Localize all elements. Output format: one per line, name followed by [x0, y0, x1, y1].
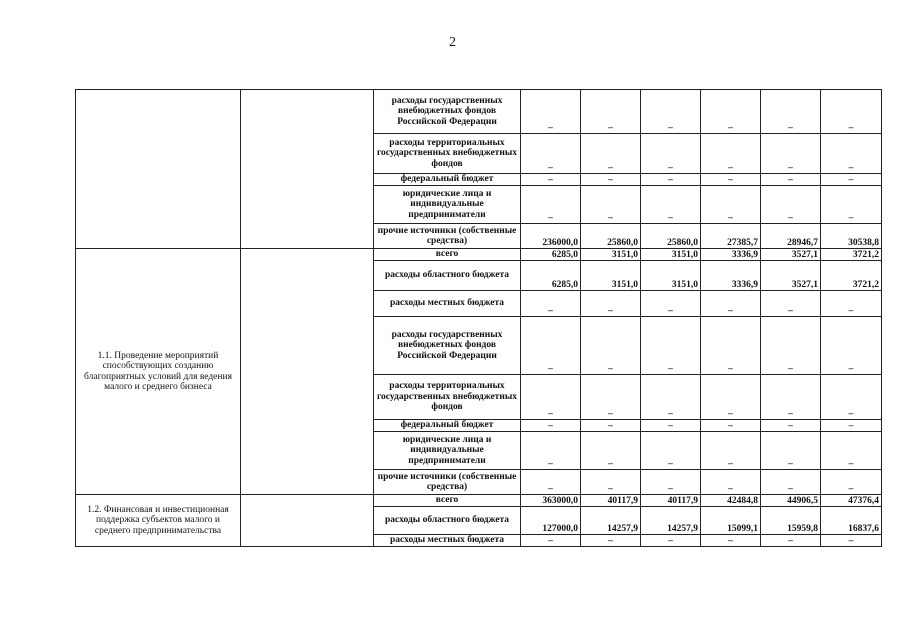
value-cell: – — [701, 90, 761, 134]
value-cell: – — [641, 174, 701, 186]
value-cell: – — [821, 134, 882, 174]
value-cell: – — [821, 174, 882, 186]
value-cell: 14257,9 — [581, 507, 641, 535]
value-cell: – — [521, 134, 581, 174]
value-cell: 3151,0 — [581, 249, 641, 261]
funding-source-cell: всего — [374, 495, 521, 507]
value-cell: – — [701, 134, 761, 174]
funding-source-cell: расходы местных бюджета — [374, 291, 521, 317]
value-cell: – — [521, 535, 581, 547]
event-name-cell — [76, 90, 241, 249]
value-cell: – — [641, 134, 701, 174]
value-cell: 3336,9 — [701, 261, 761, 291]
value-cell: – — [581, 134, 641, 174]
value-cell: – — [641, 470, 701, 495]
value-cell: 15099,1 — [701, 507, 761, 535]
funding-source-cell: расходы государственных внебюджетных фондов Российской Федерации — [374, 317, 521, 375]
funding-source-cell: всего — [374, 249, 521, 261]
value-cell: – — [761, 375, 821, 420]
value-cell: – — [521, 90, 581, 134]
value-cell: 40117,9 — [581, 495, 641, 507]
table-row — [76, 249, 882, 261]
value-cell: – — [581, 186, 641, 224]
value-cell: – — [581, 470, 641, 495]
value-cell: – — [701, 317, 761, 375]
value-cell: – — [521, 420, 581, 432]
value-cell: – — [641, 291, 701, 317]
value-cell: 3151,0 — [641, 261, 701, 291]
value-cell: 236000,0 — [521, 224, 581, 249]
funding-source-cell: расходы областного бюджета — [374, 507, 521, 535]
value-cell: – — [761, 291, 821, 317]
value-cell: – — [701, 432, 761, 470]
table-row — [76, 90, 882, 134]
value-cell: – — [761, 186, 821, 224]
value-cell: – — [581, 535, 641, 547]
value-cell: – — [581, 317, 641, 375]
value-cell: – — [761, 432, 821, 470]
value-cell: – — [521, 291, 581, 317]
value-cell: – — [821, 432, 882, 470]
value-cell: 25860,0 — [641, 224, 701, 249]
event-name-cell: 1.2. Финансовая и инвестиционная поддержка субъектов малого и среднего предпринимательства — [76, 495, 241, 547]
event-name-cell: 1.1. Проведение мероприятий способствующих созданию благоприятных условий для ведения малого и среднего бизнеса — [76, 249, 241, 495]
value-cell: – — [821, 186, 882, 224]
value-cell: – — [581, 90, 641, 134]
value-cell: 15959,8 — [761, 507, 821, 535]
value-cell: – — [821, 420, 882, 432]
funding-source-cell: расходы местных бюджета — [374, 535, 521, 547]
value-cell: 3721,2 — [821, 249, 882, 261]
value-cell: – — [521, 432, 581, 470]
value-cell: – — [581, 420, 641, 432]
value-cell: – — [641, 90, 701, 134]
page-number: 2 — [449, 35, 456, 50]
value-cell: 40117,9 — [641, 495, 701, 507]
value-cell: – — [821, 470, 882, 495]
value-cell: – — [821, 535, 882, 547]
value-cell: – — [641, 535, 701, 547]
value-cell: 363000,0 — [521, 495, 581, 507]
value-cell: – — [761, 317, 821, 375]
empty-cell — [241, 249, 374, 495]
value-cell: – — [581, 432, 641, 470]
value-cell: 42484,8 — [701, 495, 761, 507]
value-cell: – — [821, 291, 882, 317]
value-cell: 3527,1 — [761, 261, 821, 291]
value-cell: – — [701, 291, 761, 317]
empty-cell — [241, 495, 374, 547]
value-cell: 6285,0 — [521, 261, 581, 291]
value-cell: 3151,0 — [581, 261, 641, 291]
value-cell: 6285,0 — [521, 249, 581, 261]
value-cell: – — [641, 317, 701, 375]
value-cell: – — [761, 134, 821, 174]
value-cell: 28946,7 — [761, 224, 821, 249]
value-cell: 44906,5 — [761, 495, 821, 507]
value-cell: – — [821, 317, 882, 375]
value-cell: 14257,9 — [641, 507, 701, 535]
value-cell: – — [761, 535, 821, 547]
value-cell: – — [581, 291, 641, 317]
funding-source-cell: федеральный бюджет — [374, 174, 521, 186]
value-cell: – — [581, 174, 641, 186]
value-cell: 3336,9 — [701, 249, 761, 261]
funding-source-cell: расходы областного бюджета — [374, 261, 521, 291]
funding-source-cell: прочие источники (собственные средства) — [374, 470, 521, 495]
value-cell: 127000,0 — [521, 507, 581, 535]
value-cell: 25860,0 — [581, 224, 641, 249]
value-cell: – — [641, 375, 701, 420]
value-cell: – — [761, 470, 821, 495]
value-cell: – — [761, 420, 821, 432]
empty-cell — [241, 90, 374, 249]
value-cell: – — [701, 375, 761, 420]
table-row — [76, 495, 882, 507]
value-cell: 16837,6 — [821, 507, 882, 535]
value-cell: – — [701, 470, 761, 495]
funding-source-cell: федеральный бюджет — [374, 420, 521, 432]
value-cell: – — [521, 470, 581, 495]
funding-source-cell: юридические лица и индивидуальные предприниматели — [374, 186, 521, 224]
value-cell: 27385,7 — [701, 224, 761, 249]
value-cell: – — [641, 186, 701, 224]
value-cell: – — [521, 375, 581, 420]
value-cell: – — [701, 535, 761, 547]
value-cell: – — [581, 375, 641, 420]
value-cell: – — [821, 90, 882, 134]
value-cell: – — [641, 420, 701, 432]
funding-table — [75, 89, 882, 547]
value-cell: – — [701, 420, 761, 432]
funding-source-cell: расходы государственных внебюджетных фондов Российской Федерации — [374, 90, 521, 134]
funding-source-cell: юридические лица и индивидуальные предприниматели — [374, 432, 521, 470]
value-cell: – — [761, 174, 821, 186]
value-cell: 47376,4 — [821, 495, 882, 507]
funding-source-cell: расходы территориальных государственных внебюджетных фондов — [374, 375, 521, 420]
table-body — [76, 90, 882, 547]
value-cell: – — [701, 174, 761, 186]
value-cell: – — [761, 90, 821, 134]
value-cell: 30538,8 — [821, 224, 882, 249]
value-cell: 3527,1 — [761, 249, 821, 261]
value-cell: 3721,2 — [821, 261, 882, 291]
value-cell: – — [521, 317, 581, 375]
value-cell: – — [521, 174, 581, 186]
value-cell: 3151,0 — [641, 249, 701, 261]
funding-source-cell: прочие источники (собственные средства) — [374, 224, 521, 249]
value-cell: – — [821, 375, 882, 420]
value-cell: – — [701, 186, 761, 224]
funding-source-cell: расходы территориальных государственных внебюджетных фондов — [374, 134, 521, 174]
value-cell: – — [641, 432, 701, 470]
value-cell: – — [521, 186, 581, 224]
